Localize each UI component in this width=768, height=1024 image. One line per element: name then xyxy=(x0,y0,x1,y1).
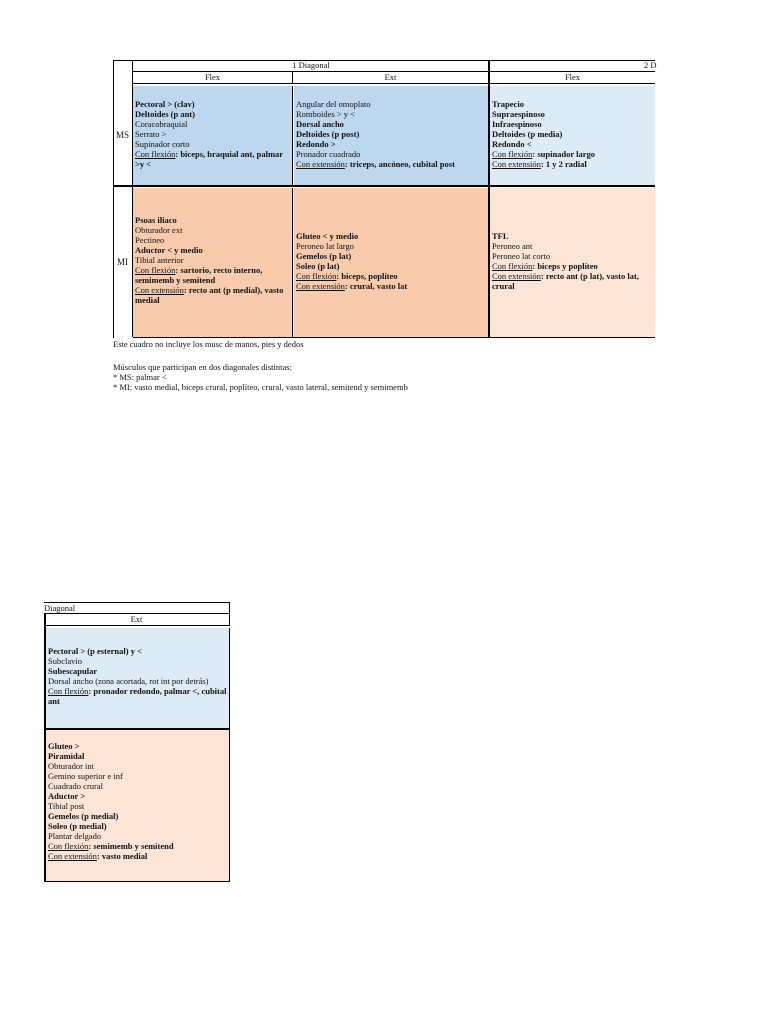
cell-ms-d2-ext xyxy=(46,628,230,728)
condition-muscles: : semimemb y semitend xyxy=(88,841,174,851)
condition-prefix: Con flexión xyxy=(48,841,89,851)
muscle-line: Redondo > xyxy=(296,139,336,149)
muscle-line: Supraespinoso xyxy=(492,109,545,119)
muscle-line: Piramidal xyxy=(48,751,85,761)
muscle-line: Dorsal ancho (zona acortada, rot int por detrás) xyxy=(48,676,209,686)
muscle-line: Obturador int xyxy=(48,761,95,771)
muscle-line xyxy=(492,271,653,291)
corner-cell xyxy=(113,60,133,84)
condition-muscles: : pronador redondo, palmar <, cubital ant xyxy=(48,686,227,706)
cell-ms-d1-flex xyxy=(133,86,293,185)
header-2-diagonal xyxy=(490,60,655,72)
cell-mi-d1-ext xyxy=(294,188,488,337)
condition-muscles: : biceps y poplíteo xyxy=(532,261,598,271)
muscle-line: Redondo < xyxy=(492,139,532,149)
condition-prefix: Con extensión xyxy=(135,285,184,295)
muscle-line xyxy=(296,159,486,169)
muscle-line xyxy=(492,159,653,169)
muscle-line xyxy=(492,149,653,159)
p2-bottom-border xyxy=(44,881,230,882)
muscle-line: Tibial post xyxy=(48,801,85,811)
muscle-line xyxy=(135,149,290,169)
p2-header-diagonal-text: Diagonal xyxy=(44,603,76,613)
condition-prefix: Con extensión xyxy=(492,271,541,281)
muscle-line: Peroneo lat corto xyxy=(492,251,551,261)
muscle-line xyxy=(296,271,486,281)
muscle-line: Supinador corto xyxy=(135,139,190,149)
subheader-flex-2: Flex xyxy=(490,72,655,84)
row-label-ms: MS xyxy=(113,84,133,185)
muscle-line xyxy=(492,261,653,271)
muscle-line: Plantar delgado xyxy=(48,831,102,841)
muscle-line: Infraespinoso xyxy=(492,119,542,129)
header-1-diagonal: 1 Diagonal xyxy=(133,60,489,72)
subheader-ext-1: Ext xyxy=(293,72,488,84)
condition-prefix: Con extensión xyxy=(296,159,345,169)
muscle-line: Serrato > xyxy=(135,129,167,139)
cell-ms-d2-flex xyxy=(490,86,655,185)
note-scope: Este cuadro no incluye los musc de manos, pies y dedos xyxy=(113,339,304,349)
muscle-line: Pectineo xyxy=(135,235,165,245)
muscle-line xyxy=(135,285,290,305)
muscle-line: Deltoides (p ant) xyxy=(135,109,195,119)
cell-mi-d1-flex xyxy=(133,188,293,337)
condition-muscles: : recto ant (p medial), vasto medial xyxy=(135,285,284,305)
muscle-line: Trapecio xyxy=(492,99,524,109)
cell-mi-d2-ext xyxy=(46,730,230,881)
condition-muscles: : supinador largo xyxy=(532,149,596,159)
cell-ms-d1-ext xyxy=(294,86,488,185)
muscle-line: Deltoides (p media) xyxy=(492,129,563,139)
muscle-line: Pectoral > (clav) xyxy=(135,99,195,109)
muscle-line xyxy=(48,851,227,861)
condition-muscles: : crural, vasto lat xyxy=(344,281,408,291)
cell-mi-d2-flex xyxy=(490,188,655,337)
muscle-line: Cuadrado crural xyxy=(48,781,103,791)
condition-muscles: : 1 y 2 radial xyxy=(540,159,587,169)
condition-prefix: Con flexión xyxy=(492,261,533,271)
muscle-line: Peroneo lat largo xyxy=(296,241,354,251)
condition-muscles: : biceps, poplíteo xyxy=(336,271,398,281)
muscle-line: Soleo (p lat) xyxy=(296,261,340,271)
muscle-line: Angular del omoplato xyxy=(296,99,371,109)
condition-muscles: : sartorio, recto interno, semimemb y semitend xyxy=(135,265,263,285)
condition-muscles: : triceps, ancóneo, cubital post xyxy=(344,159,455,169)
condition-prefix: Con flexión xyxy=(492,149,533,159)
muscle-line: TFL xyxy=(492,231,509,241)
condition-prefix: Con extensión xyxy=(48,851,97,861)
condition-muscles: : vasto medial xyxy=(96,851,148,861)
muscle-line xyxy=(48,686,227,706)
muscle-line: Psoas iliaco xyxy=(135,215,177,225)
p2-header-diagonal xyxy=(44,602,230,614)
muscle-line: Aductor < y medio xyxy=(135,245,203,255)
muscle-line xyxy=(135,265,290,285)
muscle-line: Tibial anterior xyxy=(135,255,184,265)
condition-prefix: Con flexión xyxy=(135,149,176,159)
muscle-line: Pectoral > (p esternal) y < xyxy=(48,646,142,656)
muscle-line xyxy=(48,841,227,851)
muscle-line: Pronador cuadrado xyxy=(296,149,361,159)
condition-prefix: Con extensión xyxy=(492,159,541,169)
condition-muscles: : recto ant (p lat), vasto lat, crural xyxy=(492,271,639,291)
row-separator xyxy=(113,185,655,187)
condition-prefix: Con flexión xyxy=(48,686,89,696)
note-heading: Músculos que participan en dos diagonales distintas: xyxy=(113,362,292,372)
muscle-line: Obturador ext xyxy=(135,225,183,235)
muscle-line: Coracobraquial xyxy=(135,119,188,129)
muscle-line: Gemino superior e inf xyxy=(48,771,123,781)
muscle-line: Aductor > xyxy=(48,791,86,801)
table-bottom-border xyxy=(133,337,655,338)
muscle-line: Subescapular xyxy=(48,666,98,676)
p2-subheader-ext: Ext xyxy=(44,614,230,626)
condition-prefix: Con flexión xyxy=(135,265,176,275)
muscle-line: Gluteo > xyxy=(48,741,80,751)
condition-prefix: Con extensión xyxy=(296,281,345,291)
note-mi: * MI: vasto medial, biceps crural, poplíteo, crural, vasto lateral, semitend y semimemb xyxy=(113,382,408,392)
muscle-line: Gemelos (p lat) xyxy=(296,251,352,261)
muscle-line: Romboides > y < xyxy=(296,109,355,119)
header-2-diagonal-text: 2 D xyxy=(644,60,657,70)
muscle-line: Subclavio xyxy=(48,656,82,666)
muscle-line: Gluteo < y medio xyxy=(296,231,359,241)
muscle-line: Soleo (p medial) xyxy=(48,821,107,831)
condition-prefix: Con flexión xyxy=(296,271,337,281)
muscle-line: Gemelos (p medial) xyxy=(48,811,119,821)
row-label-mi: MI xyxy=(113,187,133,337)
muscle-line xyxy=(296,281,486,291)
note-ms: * MS: palmar < xyxy=(113,372,167,382)
muscle-line: Deltoides (p post) xyxy=(296,129,360,139)
condition-muscles: : biceps, braquial ant, palmar >y < xyxy=(135,149,283,169)
muscle-line: Peroneo ant xyxy=(492,241,533,251)
subheader-flex-1: Flex xyxy=(133,72,293,84)
muscle-line: Dorsal ancho xyxy=(296,119,344,129)
